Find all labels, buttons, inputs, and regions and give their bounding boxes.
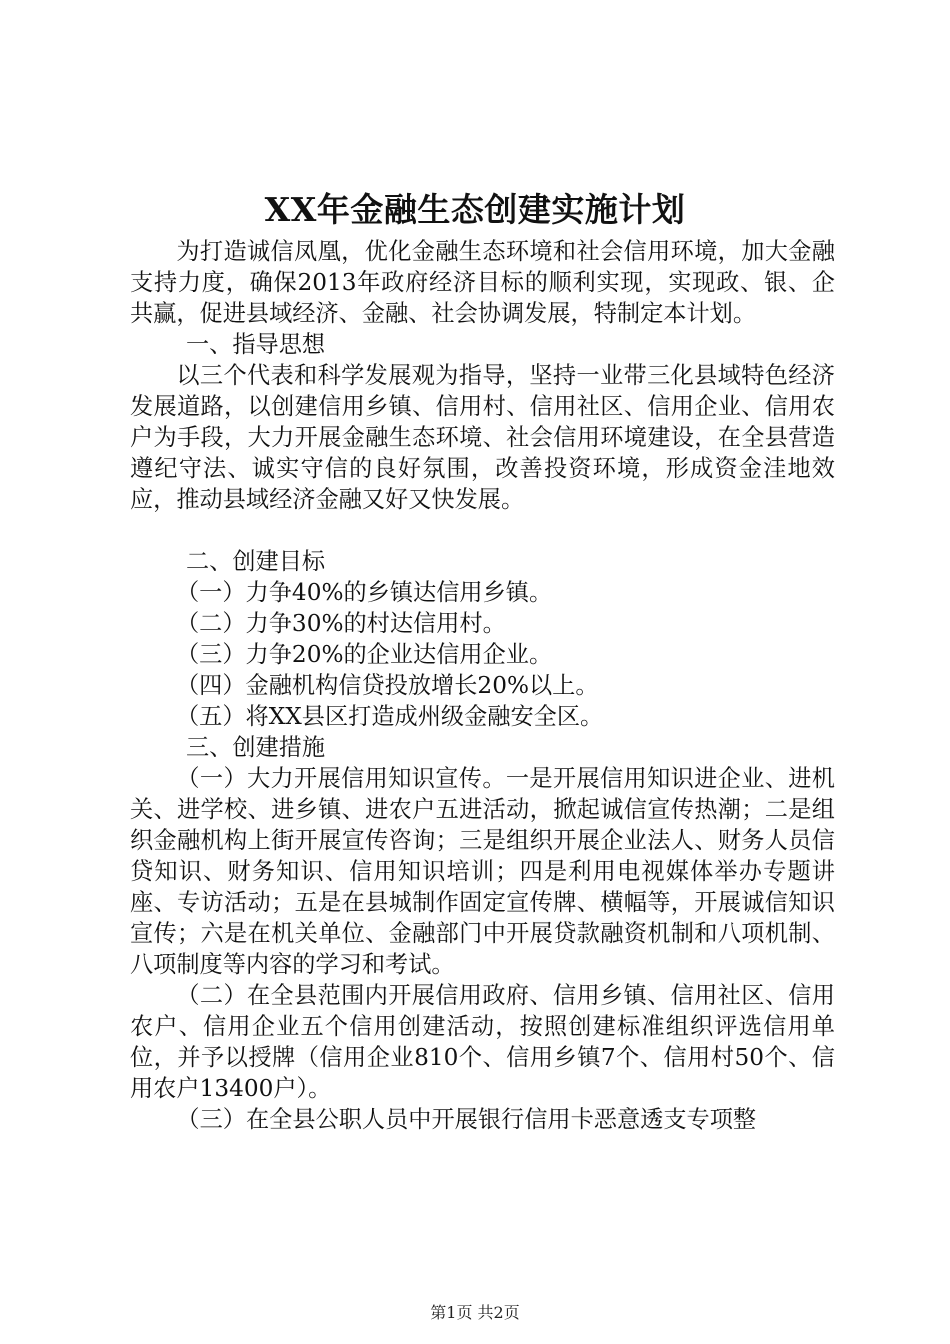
guiding-ideology-paragraph: 以三个代表和科学发展观为指导，坚持一业带三化县域特色经济发展道路，以创建信用乡镇、信用村、信用社区、信用企业、信用农户为手段，大力开展金融生态环境、社会信用环境建设，在全县营造遵纪守法、诚实守信的良好氛围，改善投资环境，形成资金洼地效应，推动县域经济金融又好又快发展。 [130,362,835,513]
measure-paragraph: （二）在全县范围内开展信用政府、信用乡镇、信用社区、信用农户、信用企业五个信用创建活动，按照创建标准组织评选信用单位，并予以授牌（信用企业810个、信用乡镇7个、信用村50个、信用农户13400户）。 [130,982,835,1102]
paragraph-gap [130,515,835,546]
section-heading-guiding-ideology: 一、指导思想 [186,331,326,358]
section-heading-goals: 二、创建目标 [186,548,326,575]
measure-paragraph: （三）在全县公职人员中开展银行信用卡恶意透支专项整 [176,1106,757,1133]
goal-item: （一）力争40%的乡镇达信用乡镇。 [176,579,553,606]
section-heading-measures: 三、创建措施 [186,734,326,761]
goal-item: （三）力争20%的企业达信用企业。 [176,641,553,668]
goal-item: （四）金融机构信贷投放增长20%以上。 [176,672,599,699]
goal-item: （二）力争30%的村达信用村。 [176,610,506,637]
goal-item: （五）将XX县区打造成州级金融安全区。 [176,703,604,730]
document-body [130,236,835,1135]
intro-paragraph: 为打造诚信凤凰，优化金融生态环境和社会信用环境，加大金融支持力度，确保2013年政府经济目标的顺利实现，实现政、银、企共赢，促进县域经济、金融、社会协调发展，特制定本计划。 [130,238,835,327]
page-footer: 第1页 共2页 [430,1303,520,1322]
measure-paragraph: （一）大力开展信用知识宣传。一是开展信用知识进企业、进机关、进学校、进乡镇、进农户五进活动，掀起诚信宣传热潮；二是组织金融机构上街开展宣传咨询；三是组织开展企业法人、财务人员信贷知识、财务知识、信用知识培训；四是利用电视媒体举办专题讲座、专访活动；五是在县城制作固定宣传牌、横幅等，开展诚信知识宣传；六是在机关单位、金融部门中开展贷款融资机制和八项机制、八项制度等内容的学习和考试。 [130,765,835,978]
document-title: XX年金融生态创建实施计划 [264,190,686,229]
